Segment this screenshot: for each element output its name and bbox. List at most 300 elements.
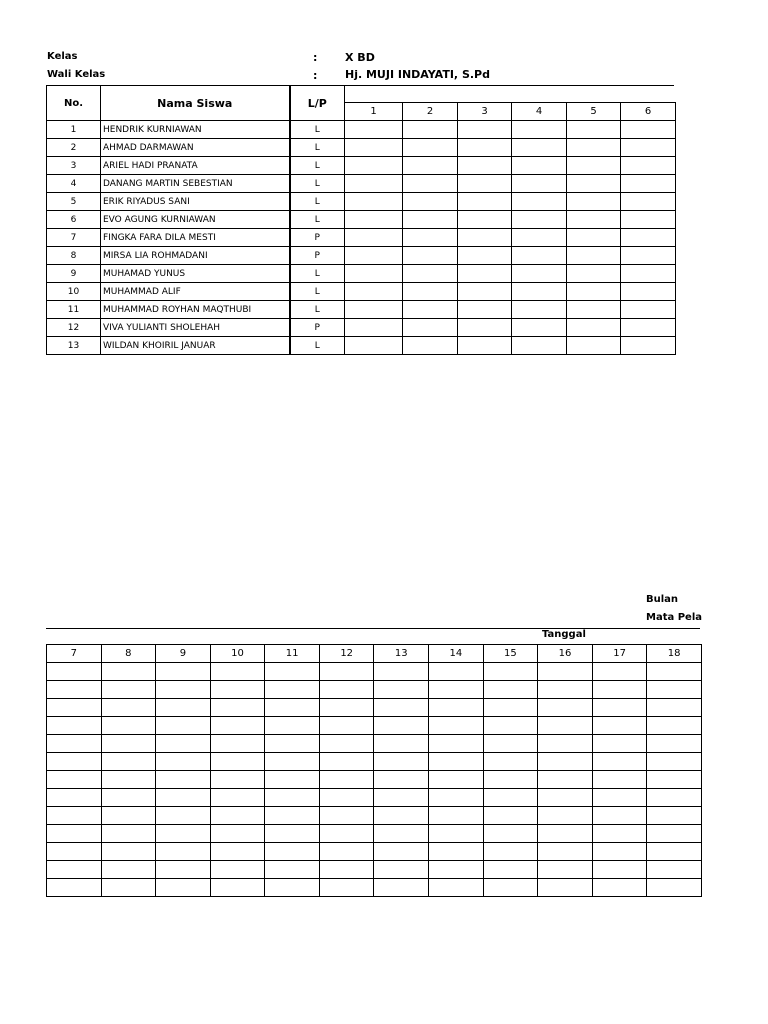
attendance-row [47,771,702,789]
attendance-cell[interactable] [621,265,676,283]
student-row [47,175,676,193]
attendance-cell[interactable] [458,211,512,229]
attendance-cell[interactable] [458,175,512,193]
attendance-cell[interactable] [483,699,538,717]
attendance-cell[interactable] [621,301,676,319]
attendance-cell[interactable] [429,753,484,771]
attendance-cell[interactable] [101,825,156,843]
attendance-cell[interactable] [101,807,156,825]
attendance-cell[interactable] [538,879,593,897]
attendance-cell[interactable] [567,193,621,211]
student-name: VIVA YULIANTI SHOLEHAH [101,319,290,337]
attendance-cell[interactable] [210,879,265,897]
attendance-cell[interactable] [512,337,567,355]
attendance-cell[interactable] [345,211,403,229]
student-no: 10 [47,283,101,301]
attendance-cell[interactable] [458,247,512,265]
attendance-cell[interactable] [319,753,374,771]
attendance-cell[interactable] [345,193,403,211]
attendance-cell[interactable] [210,825,265,843]
student-gender: L [290,193,345,211]
attendance-cell[interactable] [621,229,676,247]
student-no: 1 [47,121,101,139]
student-row [47,283,676,301]
attendance-cell[interactable] [647,753,702,771]
attendance-cell[interactable] [592,753,647,771]
attendance-cell[interactable] [403,229,458,247]
attendance-cell[interactable] [592,879,647,897]
attendance-cell[interactable] [647,771,702,789]
attendance-cell[interactable] [345,121,403,139]
student-no: 2 [47,139,101,157]
student-no: 12 [47,319,101,337]
attendance-row [47,843,702,861]
attendance-cell[interactable] [512,157,567,175]
attendance-cell[interactable] [621,247,676,265]
date-col-header: 2 [403,103,458,121]
attendance-cell[interactable] [47,699,102,717]
student-row [47,157,676,175]
attendance-cell[interactable] [647,879,702,897]
attendance-cell[interactable] [592,663,647,681]
attendance-cell[interactable] [567,265,621,283]
attendance-cell[interactable] [483,735,538,753]
attendance-cell[interactable] [210,699,265,717]
attendance-cell[interactable] [458,319,512,337]
attendance-cell[interactable] [512,319,567,337]
attendance-cell[interactable] [101,753,156,771]
attendance-cell[interactable] [567,157,621,175]
attendance-cell[interactable] [101,771,156,789]
attendance-cell[interactable] [512,283,567,301]
attendance-cell[interactable] [647,699,702,717]
attendance-cell[interactable] [265,663,320,681]
attendance-cell[interactable] [345,139,403,157]
attendance-cell[interactable] [458,121,512,139]
student-name: FINGKA FARA DILA MESTI [101,229,290,247]
attendance-cell[interactable] [403,175,458,193]
attendance-cell[interactable] [567,283,621,301]
attendance-cell[interactable] [621,157,676,175]
student-name: HENDRIK KURNIAWAN [101,121,290,139]
attendance-cell[interactable] [512,211,567,229]
attendance-cell[interactable] [592,717,647,735]
attendance-cell[interactable] [319,789,374,807]
attendance-cell[interactable] [403,121,458,139]
attendance-cell[interactable] [265,825,320,843]
attendance-cell[interactable] [101,717,156,735]
student-gender: L [290,301,345,319]
attendance-cell[interactable] [210,735,265,753]
attendance-cell[interactable] [210,717,265,735]
wali-kelas-colon: : [313,69,318,82]
attendance-cell[interactable] [483,717,538,735]
attendance-cell[interactable] [567,121,621,139]
attendance-cell[interactable] [512,175,567,193]
attendance-cell[interactable] [592,789,647,807]
attendance-cell[interactable] [210,663,265,681]
attendance-row [47,699,702,717]
student-row [47,247,676,265]
kelas-colon: : [313,51,318,64]
student-name: WILDAN KHOIRIL JANUAR [101,337,290,355]
attendance-cell[interactable] [210,681,265,699]
attendance-table-2 [46,644,702,897]
attendance-cell[interactable] [319,717,374,735]
attendance-cell[interactable] [156,879,211,897]
wali-kelas-value: Hj. MUJI INDAYATI, S.Pd [345,68,490,81]
attendance-cell[interactable] [265,879,320,897]
attendance-cell[interactable] [538,699,593,717]
student-no: 5 [47,193,101,211]
attendance-cell[interactable] [429,699,484,717]
attendance-row [47,717,702,735]
attendance-cell[interactable] [429,843,484,861]
attendance-table-1 [46,85,676,355]
attendance-cell[interactable] [592,825,647,843]
attendance-cell[interactable] [403,211,458,229]
attendance-cell[interactable] [647,861,702,879]
attendance-cell[interactable] [592,699,647,717]
student-name: EVO AGUNG KURNIAWAN [101,211,290,229]
attendance-cell[interactable] [403,337,458,355]
date-col-header: 4 [512,103,567,121]
attendance-cell[interactable] [403,193,458,211]
attendance-cell[interactable] [47,735,102,753]
student-row [47,337,676,355]
attendance-cell[interactable] [265,681,320,699]
student-gender: P [290,319,345,337]
attendance-cell[interactable] [429,861,484,879]
attendance-cell[interactable] [403,157,458,175]
attendance-cell[interactable] [47,717,102,735]
attendance-cell[interactable] [403,265,458,283]
attendance-cell[interactable] [101,699,156,717]
attendance-cell[interactable] [592,771,647,789]
attendance-cell[interactable] [47,663,102,681]
attendance-cell[interactable] [621,283,676,301]
attendance-cell[interactable] [647,825,702,843]
attendance-cell[interactable] [483,879,538,897]
attendance-cell[interactable] [156,807,211,825]
col-header-nama: Nama Siswa [101,86,290,121]
attendance-cell[interactable] [538,789,593,807]
attendance-cell[interactable] [647,807,702,825]
attendance-cell[interactable] [458,301,512,319]
attendance-cell[interactable] [156,717,211,735]
attendance-cell[interactable] [265,843,320,861]
attendance-cell[interactable] [567,337,621,355]
attendance-cell[interactable] [210,771,265,789]
attendance-cell[interactable] [621,175,676,193]
attendance-cell[interactable] [345,265,403,283]
attendance-cell[interactable] [538,861,593,879]
attendance-cell[interactable] [512,193,567,211]
student-row [47,229,676,247]
attendance-cell[interactable] [621,139,676,157]
attendance-row [47,789,702,807]
attendance-cell[interactable] [403,139,458,157]
attendance-cell[interactable] [265,699,320,717]
attendance-row [47,681,702,699]
attendance-cell[interactable] [538,663,593,681]
attendance-cell[interactable] [567,301,621,319]
attendance-cell[interactable] [429,825,484,843]
attendance-cell[interactable] [567,139,621,157]
attendance-cell[interactable] [319,861,374,879]
attendance-cell[interactable] [345,157,403,175]
attendance-cell[interactable] [101,681,156,699]
attendance-cell[interactable] [319,735,374,753]
student-name: MIRSA LIA ROHMADANI [101,247,290,265]
attendance-cell[interactable] [210,843,265,861]
attendance-cell[interactable] [647,789,702,807]
student-row [47,211,676,229]
attendance-cell[interactable] [101,789,156,807]
attendance-cell[interactable] [592,735,647,753]
attendance-cell[interactable] [512,229,567,247]
attendance-cell[interactable] [156,681,211,699]
attendance-row [47,879,702,897]
attendance-cell[interactable] [47,771,102,789]
attendance-cell[interactable] [345,283,403,301]
attendance-cell[interactable] [403,247,458,265]
attendance-cell[interactable] [210,861,265,879]
attendance-cell[interactable] [647,735,702,753]
attendance-cell[interactable] [429,807,484,825]
attendance-cell[interactable] [47,843,102,861]
attendance-cell[interactable] [567,247,621,265]
attendance-row [47,861,702,879]
attendance-cell[interactable] [265,753,320,771]
attendance-cell[interactable] [156,753,211,771]
attendance-cell[interactable] [210,789,265,807]
attendance-cell[interactable] [319,807,374,825]
student-gender: P [290,229,345,247]
date-col-header: 14 [429,645,484,663]
attendance-cell[interactable] [47,789,102,807]
attendance-cell[interactable] [210,753,265,771]
attendance-cell[interactable] [621,121,676,139]
attendance-cell[interactable] [374,753,429,771]
attendance-cell[interactable] [458,157,512,175]
attendance-cell[interactable] [621,211,676,229]
attendance-cell[interactable] [512,247,567,265]
attendance-cell[interactable] [647,843,702,861]
attendance-cell[interactable] [156,699,211,717]
attendance-cell[interactable] [265,807,320,825]
student-row [47,301,676,319]
attendance-cell[interactable] [458,193,512,211]
attendance-cell[interactable] [483,825,538,843]
attendance-cell[interactable] [538,735,593,753]
attendance-cell[interactable] [621,337,676,355]
attendance-cell[interactable] [429,717,484,735]
attendance-cell[interactable] [621,193,676,211]
attendance-cell[interactable] [47,681,102,699]
attendance-cell[interactable] [647,717,702,735]
attendance-cell[interactable] [345,247,403,265]
attendance-cell[interactable] [429,789,484,807]
attendance-cell[interactable] [429,879,484,897]
attendance-cell[interactable] [47,753,102,771]
attendance-cell[interactable] [458,139,512,157]
kelas-value: X BD [345,51,375,64]
attendance-cell[interactable] [101,879,156,897]
attendance-cell[interactable] [345,229,403,247]
attendance-cell[interactable] [483,663,538,681]
attendance-cell[interactable] [374,699,429,717]
attendance-cell[interactable] [429,771,484,789]
attendance-cell[interactable] [647,663,702,681]
wali-kelas-label: Wali Kelas [47,69,106,80]
attendance-cell[interactable] [319,843,374,861]
attendance-cell[interactable] [374,663,429,681]
student-row [47,265,676,283]
attendance-cell[interactable] [458,283,512,301]
date-col-header: 15 [483,645,538,663]
attendance-cell[interactable] [538,825,593,843]
date-col-header: 7 [47,645,102,663]
student-name: ERIK RIYADUS SANI [101,193,290,211]
attendance-cell[interactable] [156,789,211,807]
attendance-cell[interactable] [319,879,374,897]
attendance-cell[interactable] [156,735,211,753]
attendance-cell[interactable] [592,681,647,699]
attendance-cell[interactable] [512,139,567,157]
student-gender: L [290,211,345,229]
attendance-cell[interactable] [345,301,403,319]
attendance-cell[interactable] [512,121,567,139]
attendance-cell[interactable] [210,807,265,825]
attendance-cell[interactable] [156,861,211,879]
attendance-cell[interactable] [101,735,156,753]
attendance-cell[interactable] [483,753,538,771]
attendance-cell[interactable] [374,735,429,753]
attendance-cell[interactable] [265,771,320,789]
attendance-cell[interactable] [512,265,567,283]
attendance-cell[interactable] [265,861,320,879]
attendance-cell[interactable] [538,807,593,825]
student-gender: L [290,283,345,301]
date-col-header: 16 [538,645,593,663]
mata-pelajaran-label: Mata Pela [646,612,702,623]
attendance-cell[interactable] [345,319,403,337]
attendance-cell[interactable] [592,861,647,879]
attendance-cell[interactable] [374,843,429,861]
date-col-header: 10 [210,645,265,663]
attendance-cell[interactable] [319,663,374,681]
attendance-cell[interactable] [47,861,102,879]
date-col-header: 1 [345,103,403,121]
attendance-row [47,735,702,753]
attendance-cell[interactable] [512,301,567,319]
attendance-cell[interactable] [265,717,320,735]
attendance-cell[interactable] [483,789,538,807]
attendance-cell[interactable] [567,175,621,193]
student-gender: L [290,265,345,283]
attendance-cell[interactable] [319,681,374,699]
date-col-header: 9 [156,645,211,663]
attendance-cell[interactable] [374,717,429,735]
attendance-cell[interactable] [374,825,429,843]
attendance-cell[interactable] [265,789,320,807]
attendance-cell[interactable] [101,861,156,879]
student-row [47,121,676,139]
attendance-cell[interactable] [319,771,374,789]
attendance-cell[interactable] [156,843,211,861]
attendance-cell[interactable] [345,175,403,193]
attendance-cell[interactable] [592,843,647,861]
student-no: 11 [47,301,101,319]
attendance-cell[interactable] [592,807,647,825]
attendance-cell[interactable] [567,319,621,337]
attendance-cell[interactable] [483,843,538,861]
date-group-header [345,86,676,103]
attendance-cell[interactable] [403,283,458,301]
student-gender: L [290,175,345,193]
student-row [47,139,676,157]
attendance-cell[interactable] [483,861,538,879]
attendance-cell[interactable] [621,319,676,337]
student-gender: L [290,157,345,175]
attendance-cell[interactable] [156,771,211,789]
attendance-cell[interactable] [265,735,320,753]
attendance-cell[interactable] [483,807,538,825]
student-row [47,319,676,337]
attendance-cell[interactable] [101,843,156,861]
attendance-cell[interactable] [47,807,102,825]
attendance-cell[interactable] [101,663,156,681]
attendance-cell[interactable] [538,753,593,771]
attendance-cell[interactable] [374,681,429,699]
attendance-cell[interactable] [429,681,484,699]
attendance-cell[interactable] [403,301,458,319]
attendance-cell[interactable] [345,337,403,355]
attendance-cell[interactable] [483,771,538,789]
attendance-cell[interactable] [458,337,512,355]
attendance-cell[interactable] [567,211,621,229]
attendance-cell[interactable] [319,699,374,717]
attendance-cell[interactable] [47,879,102,897]
student-gender: L [290,337,345,355]
attendance-cell[interactable] [538,843,593,861]
student-no: 3 [47,157,101,175]
attendance-cell[interactable] [374,861,429,879]
attendance-cell[interactable] [429,663,484,681]
attendance-cell[interactable] [538,771,593,789]
attendance-cell[interactable] [156,825,211,843]
attendance-cell[interactable] [374,771,429,789]
attendance-cell[interactable] [319,825,374,843]
attendance-cell[interactable] [156,663,211,681]
attendance-row [47,825,702,843]
attendance-cell[interactable] [458,265,512,283]
attendance-cell[interactable] [47,825,102,843]
attendance-cell[interactable] [567,229,621,247]
attendance-cell[interactable] [374,807,429,825]
attendance-cell[interactable] [538,717,593,735]
attendance-cell[interactable] [538,681,593,699]
attendance-cell[interactable] [429,735,484,753]
attendance-cell[interactable] [647,681,702,699]
date-col-header: 3 [458,103,512,121]
attendance-cell[interactable] [403,319,458,337]
attendance-cell[interactable] [483,681,538,699]
attendance-cell[interactable] [374,789,429,807]
attendance-cell[interactable] [374,879,429,897]
attendance-cell[interactable] [458,229,512,247]
